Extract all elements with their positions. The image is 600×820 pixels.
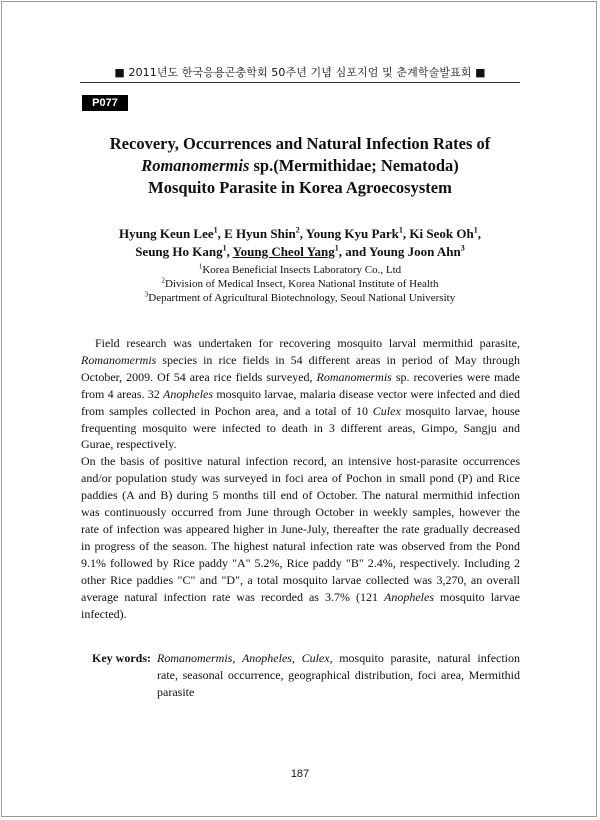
genus-name: Anopheles <box>384 589 434 604</box>
author-separator: , <box>402 226 410 241</box>
abstract-text: mosquito larvae, house frequenting mosquito were infected to death in 3 different areas, Gimpo, Sangju and Gurae, respectively. <box>81 403 520 452</box>
title-line-2-rest: sp.(Mermithidae; Nematoda) <box>249 156 459 175</box>
author-affiliation-mark: 2 <box>295 225 300 235</box>
author-name: Young Joon Ahn <box>369 244 461 259</box>
author-affiliation-mark: 1 <box>473 225 478 235</box>
keyword-genus: Anopheles <box>241 651 292 665</box>
keyword-genus: Culex <box>301 651 330 665</box>
affiliation-line <box>60 291 540 305</box>
abstract-text: On the basis of positive natural infection record, an intensive host-parasite occurrences and/or population study was surveyed in foci area of Pochon in small pond (P) and Rice paddies (A and B) during 5 months till end of October. The natural mermithid infection was continuously occurred from June through October in weekly samples, however the rate of infection was appeared higher in June-July, thereafter the rate gradually decreased in progress of the season. The highest natural infection rate was observed from the Pond 9.1% followed by Rice paddy "A" 5.2%, Rice paddy "B" 2.4%, respectively. Including 2 other Rice paddies "C" and "D", a total mosquito larvae collected was 3,270, an overall average natural infection rate was recorded as 3.7% (121 <box>81 454 520 604</box>
author-name: Ki Seok Oh <box>409 226 474 241</box>
genus-name: Culex <box>372 403 401 418</box>
affiliation-number: 2 <box>161 276 166 285</box>
poster-id-badge: P077 <box>82 95 128 111</box>
keywords-label: Key words: <box>92 651 151 665</box>
author-separator: , <box>477 226 481 241</box>
title-genus: Romanomermis <box>141 156 250 175</box>
running-header: ■ 2011년도 한국응용곤충학회 50주년 기념 심포지엄 및 춘계학술발표회 ■ <box>114 66 486 79</box>
abstract-text: sp. recoveries were made from 4 areas. 32 <box>81 369 520 401</box>
affiliation-text: Division of Medical Insect, Korea National Institute of Health <box>165 278 439 290</box>
affiliation-text: Department of Agricultural Biotechnology, Seoul National University <box>148 292 456 304</box>
affiliation-number: 3 <box>144 290 149 299</box>
author-line-1 <box>60 225 540 243</box>
abstract-text: Field research was undertaken for recovering mosquito larval mermithid parasite, <box>95 336 520 350</box>
title-line-3: Mosquito Parasite in Korea Agroecosystem <box>148 178 452 197</box>
paper-title <box>60 133 540 199</box>
abstract-text: species in rice fields in 54 different areas in period of May through October, 2009. Of 54 area rice fields surveyed, <box>81 352 520 384</box>
keyword-text: , mosquito parasite, natural infection rate, seasonal occurrence, geographical distribution, foci area, Mermithid parasite <box>157 651 521 699</box>
author-name: Seung Ho Kang <box>135 244 223 259</box>
author-separator: , <box>299 226 306 241</box>
keyword-separator: , <box>232 651 242 665</box>
affiliation-number: 1 <box>198 262 203 271</box>
author-list <box>60 225 540 261</box>
affiliation-list <box>60 263 540 305</box>
author-line-2 <box>60 243 540 261</box>
keyword-separator: , <box>291 651 302 665</box>
author-separator: , and <box>338 244 369 259</box>
keyword-genus: Romanomermis <box>157 651 233 665</box>
abstract-text: mosquito larvae infected). <box>81 589 521 621</box>
genus-name: Romanomermis <box>81 352 157 367</box>
abstract-body <box>81 335 520 622</box>
header-rule <box>80 82 520 83</box>
author-affiliation-mark: 1 <box>222 243 227 253</box>
genus-name: Romanomermis <box>316 369 392 384</box>
author-name: Young Kyu Park <box>305 226 399 241</box>
affiliation-line <box>60 263 540 277</box>
abstract-text: mosquito larvae, malaria disease vector were infected and died from samples collected in Pochon area, and a total of 10 <box>81 386 520 418</box>
author-name: Hyung Keun Lee <box>119 226 214 241</box>
title-line-2 <box>60 155 540 177</box>
page-number: 187 <box>290 768 310 780</box>
author-affiliation-mark: 3 <box>460 243 465 253</box>
author-name: E Hyun Shin <box>224 226 296 241</box>
abstract-paragraph-1 <box>81 335 520 453</box>
affiliation-text: Korea Beneficial Insects Laboratory Co., Ltd <box>202 264 402 276</box>
author-affiliation-mark: 1 <box>334 243 339 253</box>
author-separator: , <box>226 244 233 259</box>
author-separator: , <box>217 226 225 241</box>
abstract-paragraph-2 <box>81 453 520 622</box>
presenting-author-name: Young Cheol Yang <box>232 244 335 259</box>
keywords-list <box>157 650 520 701</box>
keywords-block <box>92 650 520 701</box>
genus-name: Anopheles <box>163 386 214 401</box>
author-affiliation-mark: 1 <box>213 225 218 235</box>
author-affiliation-mark: 1 <box>398 225 403 235</box>
title-line-1: Recovery, Occurrences and Natural Infection Rates of <box>109 134 491 153</box>
affiliation-line <box>60 277 540 291</box>
